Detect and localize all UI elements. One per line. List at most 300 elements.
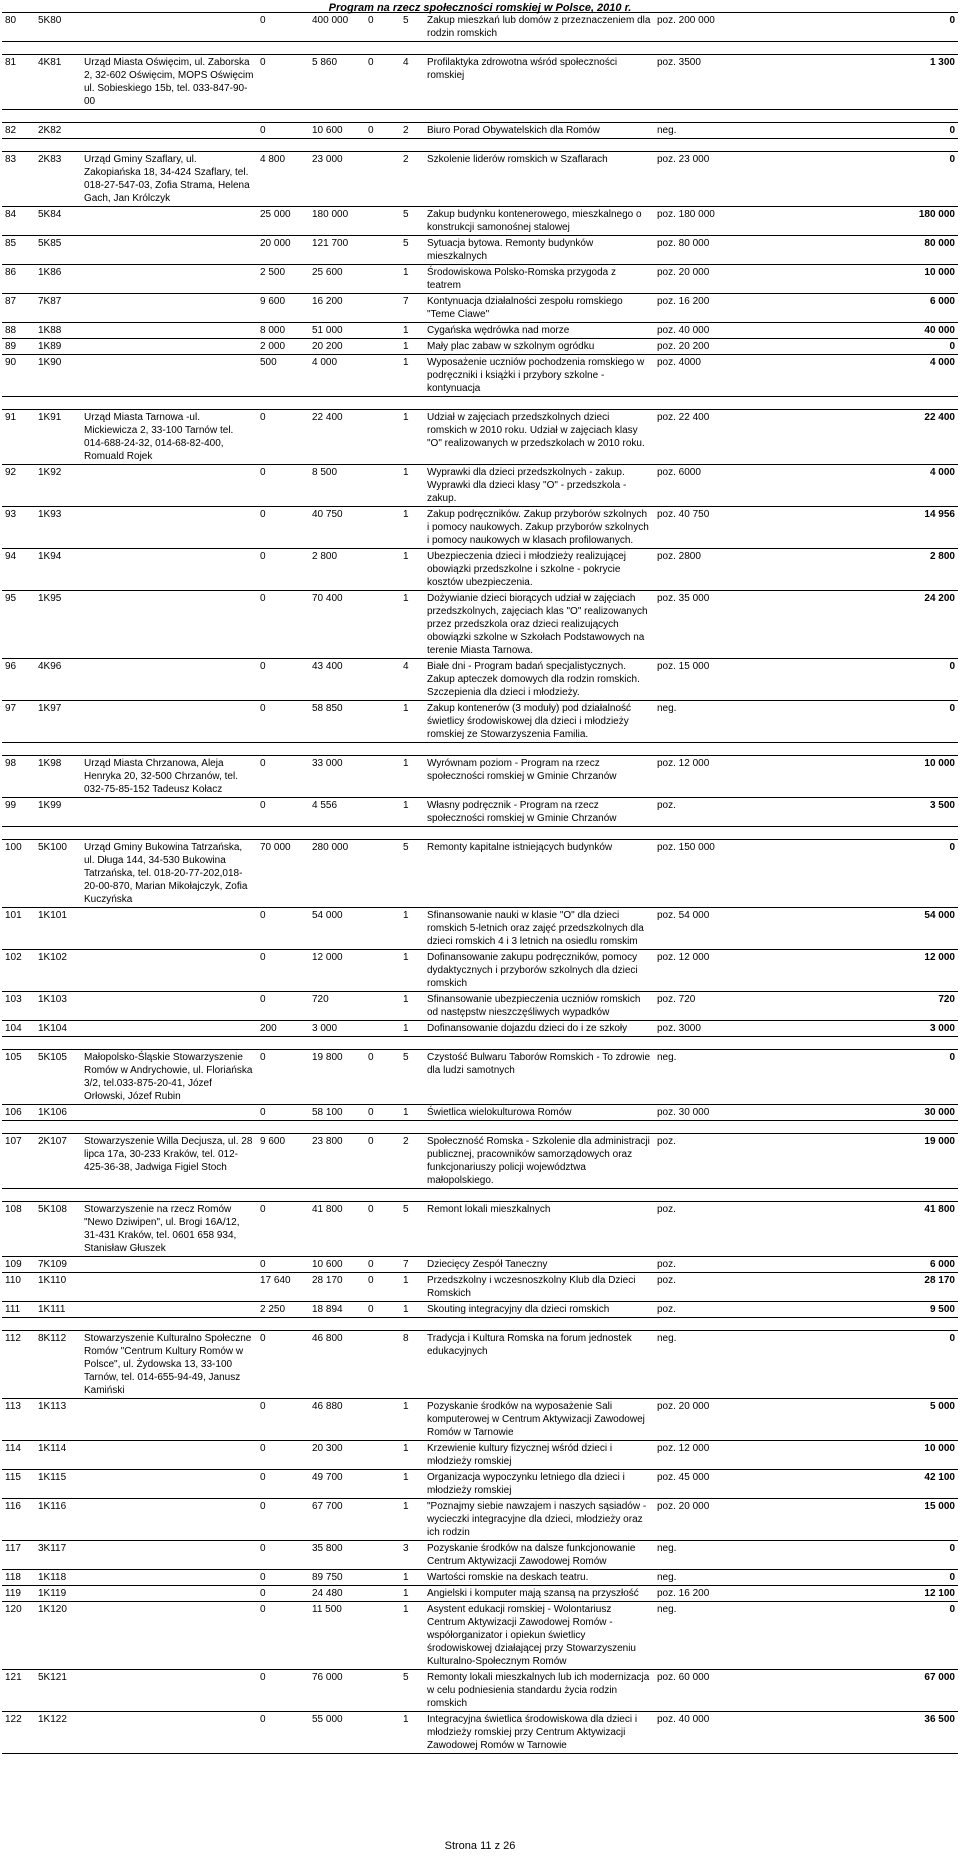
- decision-cell: poz. 16 200: [654, 1586, 744, 1602]
- requested-cell: 4 556: [309, 798, 365, 827]
- subsidy-cell: [365, 1670, 400, 1712]
- area-cell: 1: [400, 410, 424, 465]
- subsidy-cell: [365, 701, 400, 743]
- row-symbol: 5K105: [35, 1050, 81, 1105]
- page-header: Program na rzecz społeczności romskiej w Polsce, 2010 r.: [328, 2, 632, 14]
- requested-cell: 58 850: [309, 701, 365, 743]
- subsidy-cell: [365, 323, 400, 339]
- requested-cell: 121 700: [309, 236, 365, 265]
- requested-cell: 43 400: [309, 659, 365, 701]
- applicant-cell: [81, 294, 257, 323]
- blank-cell: [744, 1273, 834, 1302]
- decision-cell: poz. 6000: [654, 465, 744, 507]
- applicant-cell: Urząd Miasta Tarnowa -ul. Mickiewicza 2, 33-100 Tarnów tel. 014-688-24-32, 014-68-82-400, Romuald Rojek: [81, 410, 257, 465]
- row-number: 118: [2, 1570, 35, 1586]
- row-number: 97: [2, 701, 35, 743]
- table-row: [2, 55, 958, 110]
- table-row: [2, 339, 958, 355]
- row-symbol: 1K113: [35, 1399, 81, 1441]
- applicant-cell: Urząd Miasta Chrzanowa, Aleja Henryka 20, 32-500 Chrzanów, tel. 032-75-85-152 Tadeusz Kołacz: [81, 756, 257, 798]
- row-number: 82: [2, 123, 35, 139]
- area-cell: 1: [400, 701, 424, 743]
- requested-cell: 55 000: [309, 1712, 365, 1754]
- blank-cell: [744, 1602, 834, 1670]
- blank-cell: [744, 908, 834, 950]
- row-number: 122: [2, 1712, 35, 1754]
- row-number: 117: [2, 1541, 35, 1570]
- granted-amount-cell: 22 400: [834, 410, 958, 465]
- area-cell: 1: [400, 950, 424, 992]
- task-cell: Świetlica wielokulturowa Romów: [424, 1105, 654, 1121]
- row-symbol: 1K115: [35, 1470, 81, 1499]
- decision-cell: poz. 20 200: [654, 339, 744, 355]
- blank-cell: [744, 549, 834, 591]
- row-number: 87: [2, 294, 35, 323]
- row-number: 99: [2, 798, 35, 827]
- table-row: [2, 152, 958, 207]
- blank-cell: [744, 1712, 834, 1754]
- blank-cell: [744, 507, 834, 549]
- row-number: 108: [2, 1202, 35, 1257]
- granted-amount-cell: 0: [834, 701, 958, 743]
- row-symbol: 1K114: [35, 1441, 81, 1470]
- applicant-cell: [81, 465, 257, 507]
- task-cell: Skouting integracyjny dla dzieci romskich: [424, 1302, 654, 1318]
- row-symbol: 1K88: [35, 323, 81, 339]
- table-row: [2, 840, 958, 908]
- requested-cell: 58 100: [309, 1105, 365, 1121]
- row-number: 85: [2, 236, 35, 265]
- table-row: [2, 1602, 958, 1670]
- row-number: 113: [2, 1399, 35, 1441]
- row-symbol: 1K90: [35, 355, 81, 397]
- blank-cell: [744, 1586, 834, 1602]
- table-row: [2, 1134, 958, 1189]
- area-cell: 2: [400, 123, 424, 139]
- area-cell: 1: [400, 591, 424, 659]
- table-row: [2, 549, 958, 591]
- applicant-cell: [81, 1586, 257, 1602]
- decision-cell: poz. 40 750: [654, 507, 744, 549]
- blank-cell: [744, 207, 834, 236]
- decision-cell: poz. 30 000: [654, 1105, 744, 1121]
- requested-cell: 12 000: [309, 950, 365, 992]
- row-number: 110: [2, 1273, 35, 1302]
- granted-amount-cell: 1 300: [834, 55, 958, 110]
- applicant-cell: [81, 1541, 257, 1570]
- row-number: 89: [2, 339, 35, 355]
- own-funds-cell: 2 250: [257, 1302, 309, 1318]
- table-row: [2, 659, 958, 701]
- group-spacer: [2, 1318, 958, 1331]
- subsidy-cell: [365, 1499, 400, 1541]
- granted-amount-cell: 36 500: [834, 1712, 958, 1754]
- table-row: [2, 323, 958, 339]
- subsidy-cell: [365, 908, 400, 950]
- group-spacer: [2, 1037, 958, 1050]
- applicant-cell: [81, 798, 257, 827]
- blank-cell: [744, 1302, 834, 1318]
- applicant-cell: [81, 1257, 257, 1273]
- task-cell: Wartości romskie na deskach teatru.: [424, 1570, 654, 1586]
- decision-cell: poz. 40 000: [654, 323, 744, 339]
- own-funds-cell: 0: [257, 1399, 309, 1441]
- applicant-cell: [81, 13, 257, 42]
- granted-amount-cell: 10 000: [834, 1441, 958, 1470]
- task-cell: Integracyjna świetlica środowiskowa dla dzieci i młodzieży romskiej przy Centrum Aktywizacji Zawodowej Romów w Tarnowie: [424, 1712, 654, 1754]
- granted-amount-cell: 30 000: [834, 1105, 958, 1121]
- own-funds-cell: 9 600: [257, 1134, 309, 1189]
- task-cell: Wyrównam poziom - Program na rzecz społeczności romskiej w Gminie Chrzanów: [424, 756, 654, 798]
- blank-cell: [744, 13, 834, 42]
- row-symbol: 1K98: [35, 756, 81, 798]
- granted-amount-cell: 10 000: [834, 265, 958, 294]
- requested-cell: 2 800: [309, 549, 365, 591]
- row-symbol: 3K117: [35, 1541, 81, 1570]
- blank-cell: [744, 1021, 834, 1037]
- applicant-cell: [81, 659, 257, 701]
- area-cell: 5: [400, 1670, 424, 1712]
- blank-cell: [744, 1331, 834, 1399]
- task-cell: Własny podręcznik - Program na rzecz społeczności romskiej w Gminie Chrzanów: [424, 798, 654, 827]
- blank-cell: [744, 798, 834, 827]
- applicant-cell: [81, 1499, 257, 1541]
- row-number: 119: [2, 1586, 35, 1602]
- requested-cell: 51 000: [309, 323, 365, 339]
- area-cell: 5: [400, 1050, 424, 1105]
- decision-cell: poz. 150 000: [654, 840, 744, 908]
- area-cell: 1: [400, 323, 424, 339]
- subsidy-cell: [365, 1470, 400, 1499]
- granted-amount-cell: 41 800: [834, 1202, 958, 1257]
- granted-amount-cell: 0: [834, 1331, 958, 1399]
- row-symbol: 7K109: [35, 1257, 81, 1273]
- area-cell: 3: [400, 1541, 424, 1570]
- requested-cell: 11 500: [309, 1602, 365, 1670]
- blank-cell: [744, 950, 834, 992]
- decision-cell: poz. 20 000: [654, 265, 744, 294]
- row-symbol: 1K103: [35, 992, 81, 1021]
- area-cell: 1: [400, 756, 424, 798]
- requested-cell: 41 800: [309, 1202, 365, 1257]
- applicant-cell: [81, 908, 257, 950]
- subsidy-cell: [365, 236, 400, 265]
- row-number: 114: [2, 1441, 35, 1470]
- row-symbol: 4K96: [35, 659, 81, 701]
- subsidy-cell: [365, 756, 400, 798]
- requested-cell: 46 880: [309, 1399, 365, 1441]
- task-cell: Ubezpieczenia dzieci i młodzieży realizującej obowiązki przedszkolne i szkolne - pokrycie kosztów ubezpieczenia.: [424, 549, 654, 591]
- requested-cell: 5 860: [309, 55, 365, 110]
- applicant-cell: Urząd Miasta Oświęcim, ul. Zaborska 2, 32-602 Oświęcim, MOPS Oświęcim ul. Sobieskiego 15b, tel. 033-847-90-00: [81, 55, 257, 110]
- task-cell: Angielski i komputer mają szansą na przyszłość: [424, 1586, 654, 1602]
- own-funds-cell: 20 000: [257, 236, 309, 265]
- subsidy-cell: [365, 339, 400, 355]
- own-funds-cell: 2 000: [257, 339, 309, 355]
- area-cell: 1: [400, 1470, 424, 1499]
- own-funds-cell: 0: [257, 1712, 309, 1754]
- granted-amount-cell: 0: [834, 152, 958, 207]
- requested-cell: 10 600: [309, 1257, 365, 1273]
- table-row: [2, 591, 958, 659]
- row-symbol: 1K119: [35, 1586, 81, 1602]
- task-cell: Sfinansowanie nauki w klasie "O" dla dzieci romskich 5-letnich oraz zajęć przedszkolnych dla dzieci romskich 4 i 3 letnich na osiedlu romskim: [424, 908, 654, 950]
- task-cell: Środowiskowa Polsko-Romska przygoda z teatrem: [424, 265, 654, 294]
- row-number: 96: [2, 659, 35, 701]
- area-cell: 1: [400, 1712, 424, 1754]
- subsidy-cell: [365, 950, 400, 992]
- granted-amount-cell: 14 956: [834, 507, 958, 549]
- own-funds-cell: 500: [257, 355, 309, 397]
- own-funds-cell: 0: [257, 1470, 309, 1499]
- own-funds-cell: 2 500: [257, 265, 309, 294]
- granted-amount-cell: 0: [834, 339, 958, 355]
- row-number: 104: [2, 1021, 35, 1037]
- decision-cell: poz. 80 000: [654, 236, 744, 265]
- row-number: 98: [2, 756, 35, 798]
- own-funds-cell: 0: [257, 1331, 309, 1399]
- row-symbol: 2K82: [35, 123, 81, 139]
- table-row: [2, 1586, 958, 1602]
- row-symbol: 2K83: [35, 152, 81, 207]
- applicant-cell: [81, 1105, 257, 1121]
- own-funds-cell: 0: [257, 908, 309, 950]
- task-cell: Przedszkolny i wczesnoszkolny Klub dla Dzieci Romskich: [424, 1273, 654, 1302]
- subsidy-cell: [365, 465, 400, 507]
- task-cell: Dożywianie dzieci biorących udział w zajęciach przedszkolnych, zajęciach klas "O" realizowanych przez przedszkola oraz dzieci realizujących obowiązki szkolne w Szkołach Podstawowych na terenie Miasta Tarnowa.: [424, 591, 654, 659]
- own-funds-cell: 0: [257, 701, 309, 743]
- subsidy-cell: [365, 294, 400, 323]
- task-cell: Dofinansowanie zakupu podręczników, pomocy dydaktycznych i przyborów szkolnych dla dzieci romskich: [424, 950, 654, 992]
- task-cell: Wyprawki dla dzieci przedszkolnych - zakup. Wyprawki dla dzieci klasy "O" - przedszkola - zakup.: [424, 465, 654, 507]
- applicant-cell: [81, 1470, 257, 1499]
- row-symbol: 2K107: [35, 1134, 81, 1189]
- subsidy-cell: 0: [365, 1050, 400, 1105]
- area-cell: 1: [400, 1399, 424, 1441]
- decision-cell: neg.: [654, 1331, 744, 1399]
- decision-cell: poz.: [654, 1134, 744, 1189]
- requested-cell: 280 000: [309, 840, 365, 908]
- requested-cell: 46 800: [309, 1331, 365, 1399]
- applicant-cell: Urząd Gminy Szaflary, ul. Zakopiańska 18, 34-424 Szaflary, tel. 018-27-547-03, Zofia Strama, Helena Gach, Jan Królczyk: [81, 152, 257, 207]
- task-cell: Białe dni - Program badań specjalistycznych. Zakup apteczek domowych dla rodzin romskich. Szczepienia dla dzieci i młodzieży.: [424, 659, 654, 701]
- task-cell: Krzewienie kultury fizycznej wśród dzieci i młodzieży romskiej: [424, 1441, 654, 1470]
- applicant-cell: [81, 591, 257, 659]
- subsidy-cell: [365, 507, 400, 549]
- area-cell: 1: [400, 908, 424, 950]
- area-cell: 1: [400, 1105, 424, 1121]
- page-footer: Strona 11 z 26: [444, 1840, 516, 1852]
- row-number: 81: [2, 55, 35, 110]
- granted-amount-cell: 6 000: [834, 294, 958, 323]
- blank-cell: [744, 591, 834, 659]
- blank-cell: [744, 992, 834, 1021]
- area-cell: 1: [400, 1021, 424, 1037]
- own-funds-cell: 0: [257, 1586, 309, 1602]
- decision-cell: poz. 23 000: [654, 152, 744, 207]
- own-funds-cell: 70 000: [257, 840, 309, 908]
- blank-cell: [744, 355, 834, 397]
- area-cell: 5: [400, 840, 424, 908]
- group-spacer: [2, 397, 958, 410]
- blank-cell: [744, 294, 834, 323]
- applicant-cell: [81, 207, 257, 236]
- area-cell: 5: [400, 236, 424, 265]
- decision-cell: poz.: [654, 1302, 744, 1318]
- granted-amount-cell: 3 500: [834, 798, 958, 827]
- row-number: 84: [2, 207, 35, 236]
- requested-cell: 3 000: [309, 1021, 365, 1037]
- requested-cell: 35 800: [309, 1541, 365, 1570]
- subsidy-cell: [365, 1541, 400, 1570]
- subsidy-cell: [365, 549, 400, 591]
- task-cell: Cygańska wędrówka nad morze: [424, 323, 654, 339]
- applicant-cell: [81, 1302, 257, 1318]
- table-row: [2, 1273, 958, 1302]
- applicant-cell: [81, 1602, 257, 1670]
- row-symbol: 1K94: [35, 549, 81, 591]
- area-cell: 1: [400, 992, 424, 1021]
- blank-cell: [744, 339, 834, 355]
- blank-cell: [744, 1050, 834, 1105]
- task-cell: Czystość Bulwaru Taborów Romskich - To zdrowie dla ludzi samotnych: [424, 1050, 654, 1105]
- area-cell: 1: [400, 339, 424, 355]
- table-row: [2, 1105, 958, 1121]
- requested-cell: 400 000: [309, 13, 365, 42]
- own-funds-cell: 0: [257, 756, 309, 798]
- task-cell: Mały plac zabaw w szkolnym ogródku: [424, 339, 654, 355]
- own-funds-cell: 0: [257, 1441, 309, 1470]
- area-cell: 1: [400, 1302, 424, 1318]
- granted-amount-cell: 9 500: [834, 1302, 958, 1318]
- decision-cell: neg.: [654, 1541, 744, 1570]
- row-number: 116: [2, 1499, 35, 1541]
- decision-cell: neg.: [654, 1050, 744, 1105]
- decision-cell: poz. 20 000: [654, 1499, 744, 1541]
- decision-cell: poz.: [654, 1257, 744, 1273]
- granted-amount-cell: 19 000: [834, 1134, 958, 1189]
- row-number: 100: [2, 840, 35, 908]
- applicant-cell: Małopolsko-Śląskie Stowarzyszenie Romów w Andrychowie, ul. Floriańska 3/2, tel.033-875-20-41, Józef Orłowski, Józef Rubin: [81, 1050, 257, 1105]
- granted-amount-cell: 0: [834, 840, 958, 908]
- own-funds-cell: 0: [257, 992, 309, 1021]
- subsidy-cell: 0: [365, 13, 400, 42]
- subsidy-cell: [365, 207, 400, 236]
- own-funds-cell: 0: [257, 410, 309, 465]
- subsidy-cell: [365, 1602, 400, 1670]
- table-row: [2, 13, 958, 42]
- applicant-cell: [81, 1441, 257, 1470]
- row-number: 106: [2, 1105, 35, 1121]
- row-number: 107: [2, 1134, 35, 1189]
- row-number: 83: [2, 152, 35, 207]
- own-funds-cell: 8 000: [257, 323, 309, 339]
- task-cell: Profilaktyka zdrowotna wśród społeczności romskiej: [424, 55, 654, 110]
- task-cell: Remonty lokali mieszkalnych lub ich modernizacja w celu podniesienia standardu życia rodzin romskich: [424, 1670, 654, 1712]
- applicant-cell: [81, 339, 257, 355]
- row-symbol: 5K85: [35, 236, 81, 265]
- decision-cell: poz. 12 000: [654, 1441, 744, 1470]
- decision-cell: poz. 4000: [654, 355, 744, 397]
- grant-rows: [2, 13, 958, 1754]
- applicant-cell: [81, 507, 257, 549]
- row-number: 88: [2, 323, 35, 339]
- requested-cell: 76 000: [309, 1670, 365, 1712]
- group-spacer: [2, 110, 958, 123]
- row-symbol: 7K87: [35, 294, 81, 323]
- own-funds-cell: 0: [257, 1499, 309, 1541]
- row-number: 92: [2, 465, 35, 507]
- applicant-cell: [81, 236, 257, 265]
- row-number: 101: [2, 908, 35, 950]
- row-symbol: 5K108: [35, 1202, 81, 1257]
- own-funds-cell: 0: [257, 798, 309, 827]
- table-row: [2, 1670, 958, 1712]
- decision-cell: poz.: [654, 1202, 744, 1257]
- applicant-cell: Stowarzyszenie na rzecz Romów "Newo Dziwipen", ul. Brogi 16A/12, 31-431 Kraków, tel. 0601 658 934, Stanisław Głuszek: [81, 1202, 257, 1257]
- blank-cell: [744, 265, 834, 294]
- table-row: [2, 1399, 958, 1441]
- task-cell: Organizacja wypoczynku letniego dla dzieci i młodzieży romskiej: [424, 1470, 654, 1499]
- row-number: 94: [2, 549, 35, 591]
- area-cell: 1: [400, 1441, 424, 1470]
- own-funds-cell: 0: [257, 549, 309, 591]
- area-cell: 1: [400, 1602, 424, 1670]
- area-cell: 1: [400, 1499, 424, 1541]
- requested-cell: 25 600: [309, 265, 365, 294]
- blank-cell: [744, 1499, 834, 1541]
- requested-cell: 23 800: [309, 1134, 365, 1189]
- row-symbol: 1K106: [35, 1105, 81, 1121]
- grant-table: [2, 12, 958, 1754]
- decision-cell: poz. 45 000: [654, 1470, 744, 1499]
- area-cell: 1: [400, 265, 424, 294]
- task-cell: Asystent edukacji romskiej - Wolontariusz Centrum Aktywizacji Zawodowej Romów - współorganizator i opiekun świetlicy środowiskowej działającej przy Stowarzyszeniu Kulturalno-Społecznym Romów: [424, 1602, 654, 1670]
- own-funds-cell: 4 800: [257, 152, 309, 207]
- row-number: 112: [2, 1331, 35, 1399]
- row-symbol: 1K95: [35, 591, 81, 659]
- own-funds-cell: 0: [257, 1105, 309, 1121]
- granted-amount-cell: 0: [834, 659, 958, 701]
- requested-cell: 49 700: [309, 1470, 365, 1499]
- row-symbol: 1K122: [35, 1712, 81, 1754]
- applicant-cell: [81, 1399, 257, 1441]
- applicant-cell: [81, 549, 257, 591]
- table-row: [2, 355, 958, 397]
- own-funds-cell: 200: [257, 1021, 309, 1037]
- requested-cell: 89 750: [309, 1570, 365, 1586]
- blank-cell: [744, 465, 834, 507]
- applicant-cell: Stowarzyszenie Willa Decjusza, ul. 28 lipca 17a, 30-233 Kraków, tel. 012-425-36-38, Jadwiga Figiel Stoch: [81, 1134, 257, 1189]
- own-funds-cell: 0: [257, 591, 309, 659]
- table-row: [2, 756, 958, 798]
- row-symbol: 1K97: [35, 701, 81, 743]
- task-cell: Pozyskanie środków na wyposażenie Sali komputerowej w Centrum Aktywizacji Zawodowej Romów w Tarnowie: [424, 1399, 654, 1441]
- applicant-cell: [81, 1021, 257, 1037]
- granted-amount-cell: 0: [834, 13, 958, 42]
- area-cell: 2: [400, 152, 424, 207]
- table-row: [2, 410, 958, 465]
- row-symbol: 1K104: [35, 1021, 81, 1037]
- area-cell: 1: [400, 465, 424, 507]
- subsidy-cell: 0: [365, 1257, 400, 1273]
- blank-cell: [744, 1202, 834, 1257]
- row-number: 86: [2, 265, 35, 294]
- subsidy-cell: [365, 1331, 400, 1399]
- subsidy-cell: 0: [365, 1202, 400, 1257]
- granted-amount-cell: 6 000: [834, 1257, 958, 1273]
- requested-cell: 16 200: [309, 294, 365, 323]
